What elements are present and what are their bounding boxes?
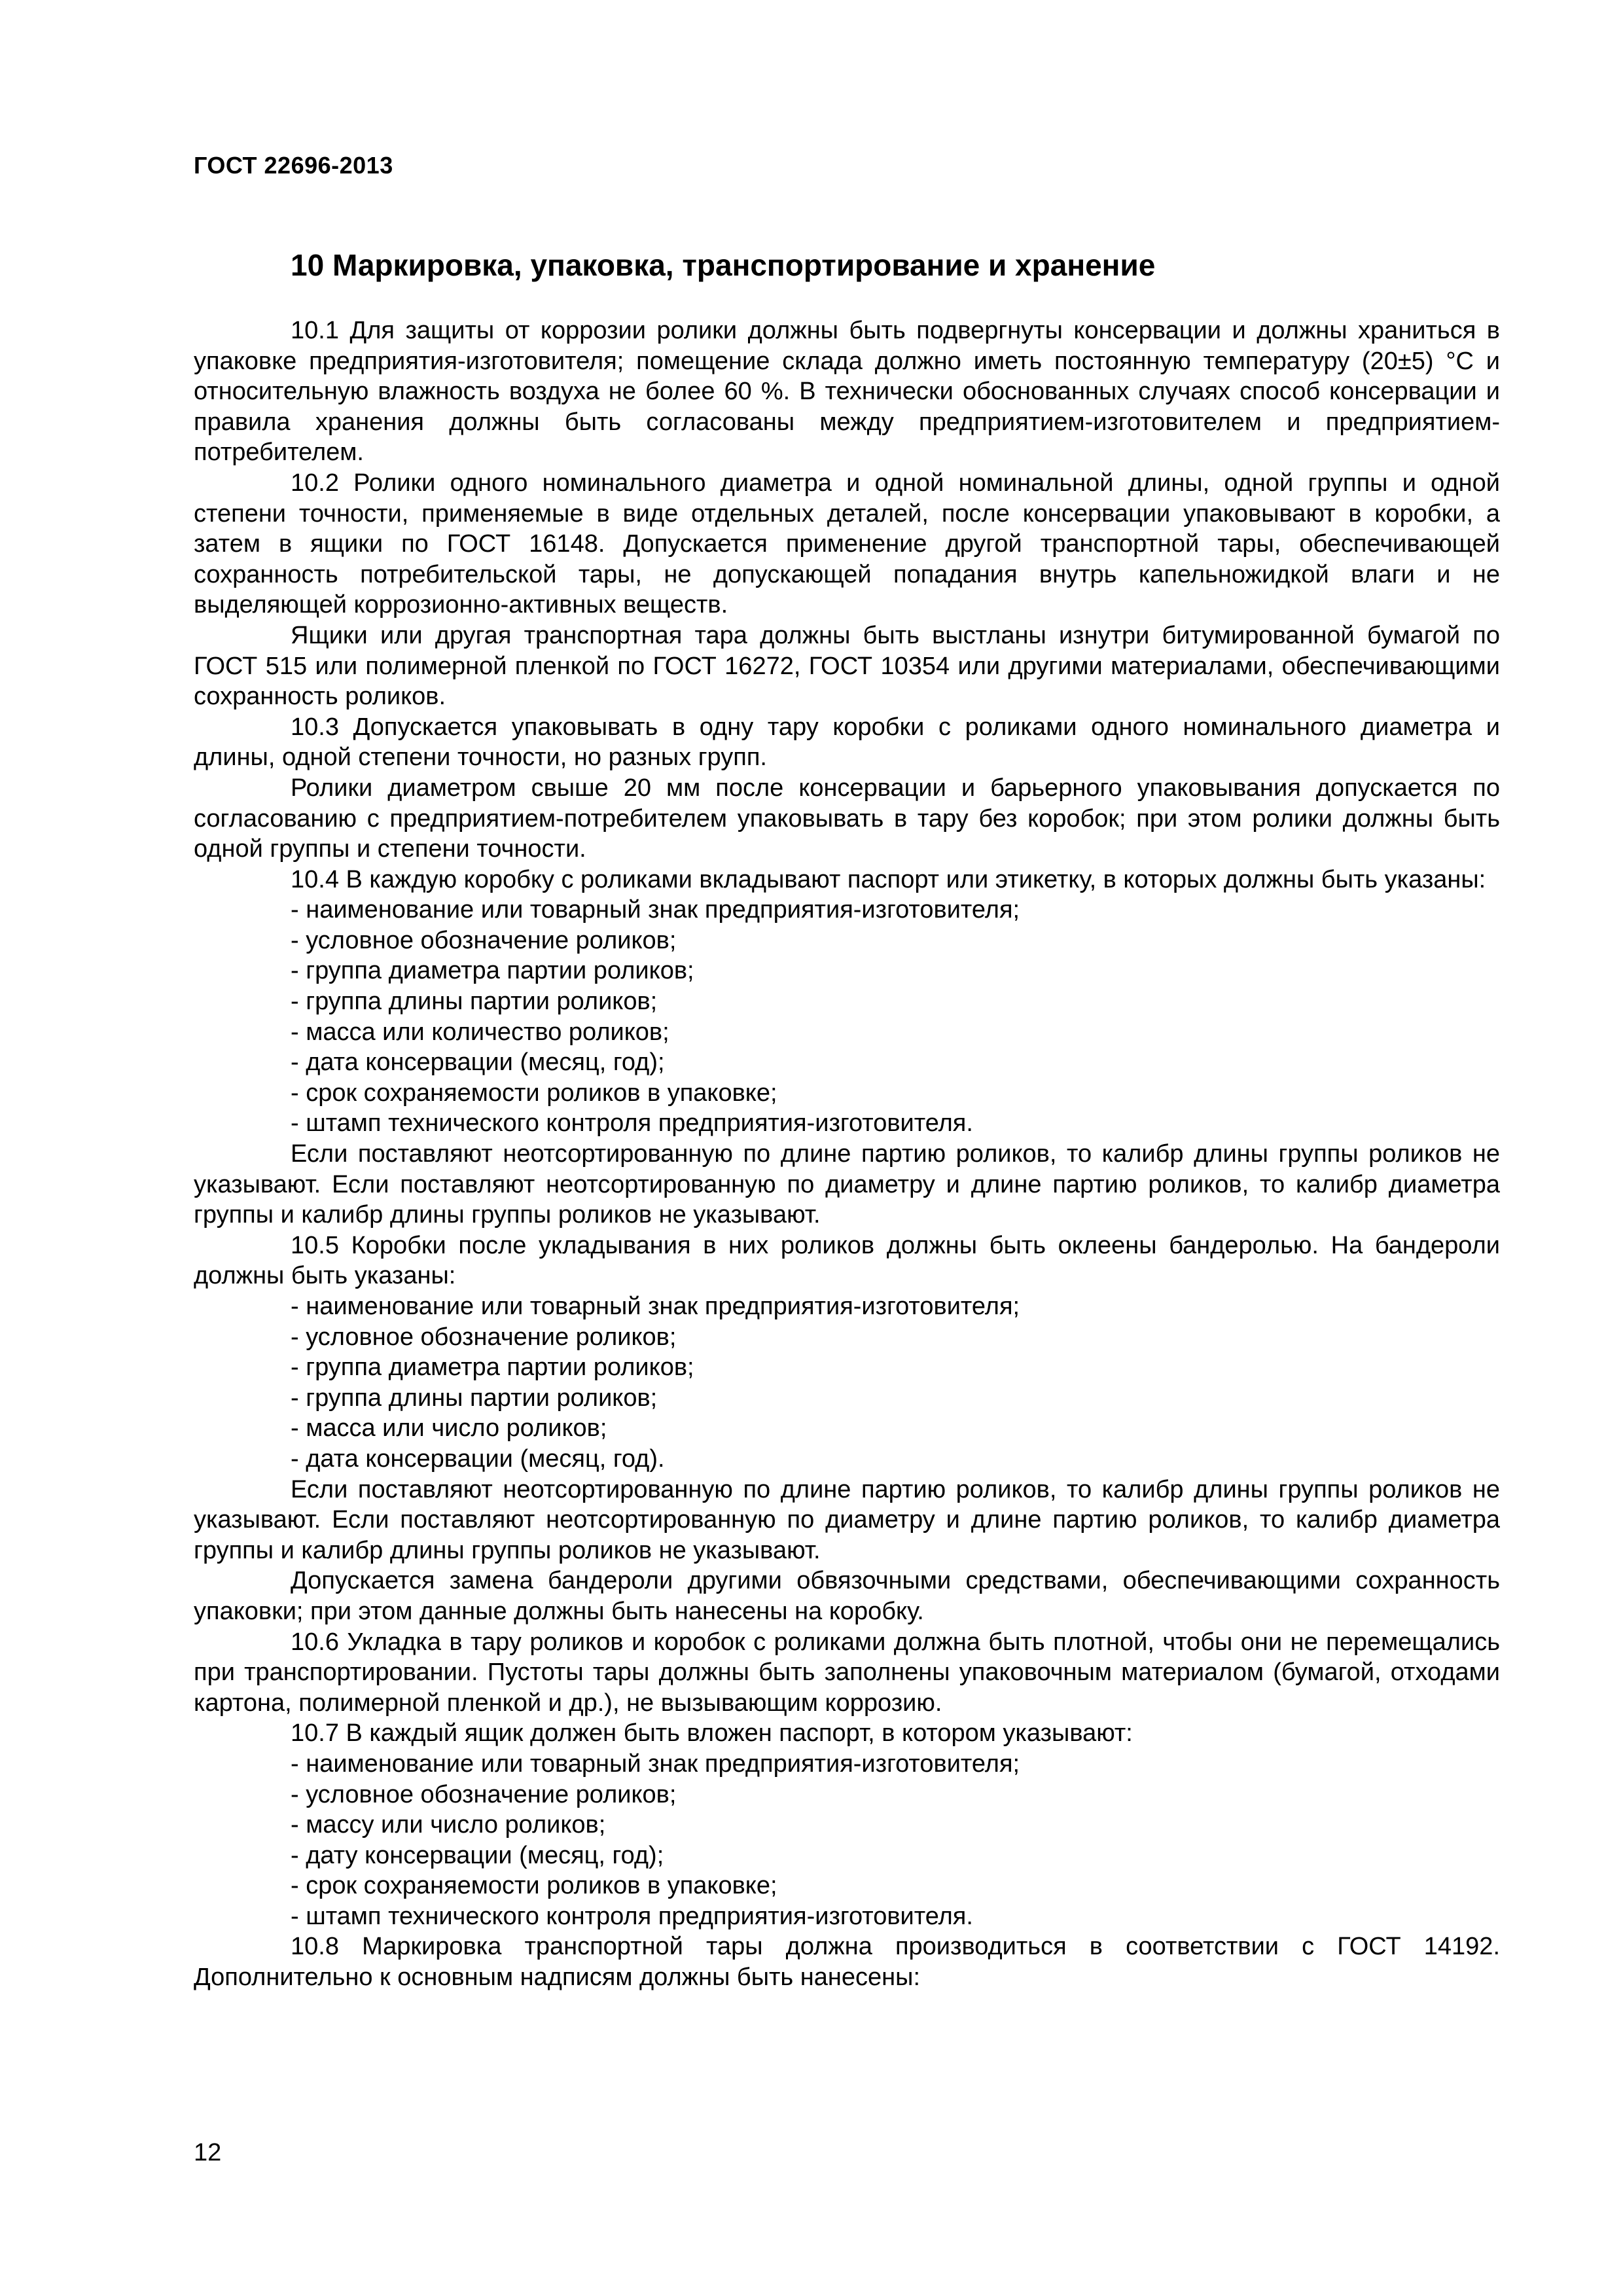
paragraph-10-3-large-rollers: Ролики диаметром свыше 20 мм после консервации и барьерного упаковывания допускается по согласованию с предприятием-потребителем упаковывать в тару без коробок; при этом ролики должны быть одной группы и степени точности. (194, 774, 1500, 863)
paragraph-10-2-lining: Ящики или другая транспортная тара должны быть выстланы изнутри битумированной бумагой по ГОСТ 515 или полимерной пленкой по ГОСТ 16272, ГОСТ 10354 или другими материалами, обеспечивающими сохранность роликов. (194, 621, 1500, 711)
list-item: - срок сохраняемости роликов в упаковке; (291, 1872, 777, 1900)
list-10-5 (194, 1291, 1500, 1475)
page-number: 12 (194, 2139, 222, 2166)
section-body (194, 315, 1500, 1993)
paragraph-10-6: 10.6 Укладка в тару роликов и коробок с роликами должна быть плотной, чтобы они не перемещались при транспортировании. Пустоты тары должны быть заполнены упаковочным материалом (бумагой, отходами картона, полимерной пленкой и др.), не вызывающим коррозию. (194, 1628, 1500, 1717)
list-item: - дату консервации (месяц, год); (291, 1841, 664, 1869)
paragraph-10-5: 10.5 Коробки после укладывания в них роликов должны быть оклеены бандеролью. На бандероли должны быть указаны: (194, 1231, 1500, 1290)
paragraph-10-5-replacement: Допускается замена бандероли другими обвязочными средствами, обеспечивающими сохранность упаковки; при этом данные должны быть нанесены на коробку. (194, 1567, 1500, 1625)
paragraph-10-2: 10.2 Ролики одного номинального диаметра и одной номинальной длины, одной группы и одной степени точности, применяемые в виде отдельных деталей, после консервации упаковывают в коробки, а затем в ящики по ГОСТ 16148. Допускается применение другой транспортной тары, обеспечивающей сохранность потребительской тары, не допускающей попадания внутрь капельножидкой влаги и не выделяющей коррозионно-активных веществ. (194, 469, 1500, 619)
list-item: - группа диаметра партии роликов; (291, 1354, 694, 1382)
list-item: - срок сохраняемости роликов в упаковке; (291, 1079, 777, 1107)
list-item: - наименование или товарный знак предприятия-изготовителя; (291, 1293, 1020, 1320)
document-code: ГОСТ 22696-2013 (194, 152, 393, 179)
list-item: - наименование или товарный знак предприятия-изготовителя; (291, 896, 1020, 924)
list-item: - массу или число роликов; (291, 1811, 606, 1839)
paragraph-10-4: 10.4 В каждую коробку с роликами вкладывают паспорт или этикетку, в которых должны быть указаны: (291, 865, 1486, 893)
paragraph-10-4-unsorted: Если поставляют неотсортированную по длине партию роликов, то калибр длины группы роликов не указывают. Если поставляют неотсортированную по диаметру и длине партию роликов, то калибр диаметра группы и калибр длины группы роликов не указывают. (194, 1140, 1500, 1229)
list-item: - дата консервации (месяц, год). (291, 1444, 665, 1473)
list-item: - наименование или товарный знак предприятия-изготовителя; (291, 1749, 1020, 1778)
list-item: - условное обозначение роликов; (291, 926, 677, 954)
list-item: - группа длины партии роликов; (291, 988, 658, 1016)
list-item: - штамп технического контроля предприятия-изготовителя. (291, 1902, 973, 1930)
paragraph-10-7: 10.7 В каждый ящик должен быть вложен паспорт, в котором указывают: (291, 1719, 1133, 1748)
list-10-7 (194, 1749, 1500, 1932)
paragraph-10-3: 10.3 Допускается упаковывать в одну тару коробки с роликами одного номинального диаметра и длины, одной степени точности, но разных групп. (194, 713, 1500, 772)
paragraph-10-8: 10.8 Маркировка транспортной тары должна производиться в соответствии с ГОСТ 14192. Дополнительно к основным надписям должны быть нанесены: (194, 1933, 1500, 1992)
list-item: - группа диаметра партии роликов; (291, 957, 694, 985)
list-item: - условное обозначение роликов; (291, 1780, 677, 1808)
paragraph-10-5-unsorted: Если поставляют неотсортированную по длине партию роликов, то калибр длины группы роликов не указывают. Если поставляют неотсортированную по диаметру и длине партию роликов, то калибр диаметра группы и калибр длины группы роликов не указывают. (194, 1475, 1500, 1564)
list-item: - масса или количество роликов; (291, 1018, 669, 1046)
paragraph-10-1: 10.1 Для защиты от коррозии ролики должны быть подвергнуты консервации и должны храниться в упаковке предприятия-изготовителя; помещение склада должно иметь постоянную температуру (20±5) °С и относительную влажность воздуха не более 60 %. В технически обоснованных случаях способ консервации и правила хранения должны быть согласованы между предприятием-изготовителем и предприятием-потребителем. (194, 317, 1500, 467)
list-item: - условное обозначение роликов; (291, 1323, 677, 1351)
list-item: - масса или число роликов; (291, 1414, 607, 1443)
list-item: - штамп технического контроля предприятия-изготовителя. (291, 1109, 973, 1138)
section-title: 10 Маркировка, упаковка, транспортирование и хранение (291, 248, 1156, 282)
list-10-4 (194, 895, 1500, 1139)
list-item: - группа длины партии роликов; (291, 1384, 658, 1412)
list-item: - дата консервации (месяц, год); (291, 1049, 665, 1077)
